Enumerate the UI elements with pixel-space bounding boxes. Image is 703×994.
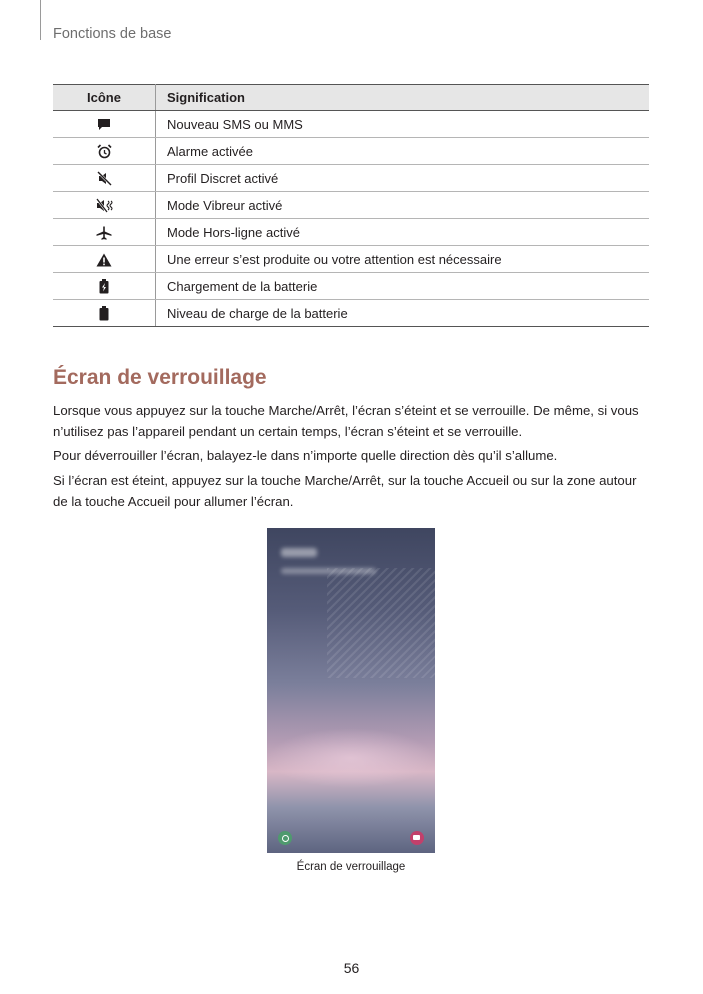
battery-level-icon <box>99 306 109 321</box>
icon-table <box>53 84 649 327</box>
airplane-icon <box>96 226 112 240</box>
table-row <box>53 111 649 138</box>
icon-cell <box>53 138 156 165</box>
message-icon <box>97 118 111 132</box>
lock-screen-image <box>267 528 435 853</box>
icon-cell <box>53 192 156 219</box>
clock-placeholder <box>281 548 317 557</box>
icon-cell <box>53 246 156 273</box>
header-rule <box>40 0 41 40</box>
camera-shortcut-icon <box>410 831 424 845</box>
paragraph: Si l’écran est éteint, appuyez sur la touche Marche/Arrêt, sur la touche Accueil ou sur la zone autour de la touche Accueil pour allumer l’écran. <box>53 473 637 509</box>
column-header-meaning: Signification <box>156 85 650 111</box>
table-row <box>53 192 649 219</box>
alarm-icon <box>97 144 112 159</box>
table-cell: Chargement de la batterie <box>156 273 650 300</box>
table-header-row <box>53 85 649 111</box>
table-row <box>53 300 649 327</box>
paragraph: Lorsque vous appuyez sur la touche Marche/Arrêt, l’écran s’éteint et se verrouille. De même, si vous n’utilisez pas l’appareil pendant un certain temps, l’écran s’éteint et se verrouille. <box>53 403 639 439</box>
vibrate-icon <box>96 198 113 213</box>
paragraph: Pour déverrouiller l’écran, balayez-le dans n’importe quelle direction dès qu’il s’allume. <box>53 448 558 463</box>
table-row <box>53 138 649 165</box>
figure-caption: Écran de verrouillage <box>296 861 406 873</box>
icon-cell <box>53 300 156 327</box>
icon-cell <box>53 111 156 138</box>
icon-cell <box>53 219 156 246</box>
warning-icon <box>96 253 112 267</box>
table-row <box>53 246 649 273</box>
date-placeholder <box>281 568 376 574</box>
header-title: Fonctions de base <box>53 26 172 42</box>
icon-cell <box>53 165 156 192</box>
table-row <box>53 219 649 246</box>
table-cell: Mode Vibreur activé <box>156 192 650 219</box>
table-cell: Mode Hors-ligne activé <box>156 219 650 246</box>
column-header-icon: Icône <box>53 85 156 111</box>
wallpaper-streaks <box>327 568 435 678</box>
phone-shortcut-icon <box>278 831 292 845</box>
section-title: Écran de verrouillage <box>53 366 267 389</box>
table-cell: Une erreur s’est produite ou votre attention est nécessaire <box>156 246 650 273</box>
table-row <box>53 165 649 192</box>
page-number: 56 <box>343 960 360 976</box>
table-cell: Niveau de charge de la batterie <box>156 300 650 327</box>
table-row <box>53 273 649 300</box>
wallpaper-cloud <box>267 728 435 788</box>
icon-cell <box>53 273 156 300</box>
table-cell: Nouveau SMS ou MMS <box>156 111 650 138</box>
table-cell: Alarme activée <box>156 138 650 165</box>
mute-icon <box>97 171 112 186</box>
battery-charging-icon <box>99 279 109 294</box>
table-cell: Profil Discret activé <box>156 165 650 192</box>
